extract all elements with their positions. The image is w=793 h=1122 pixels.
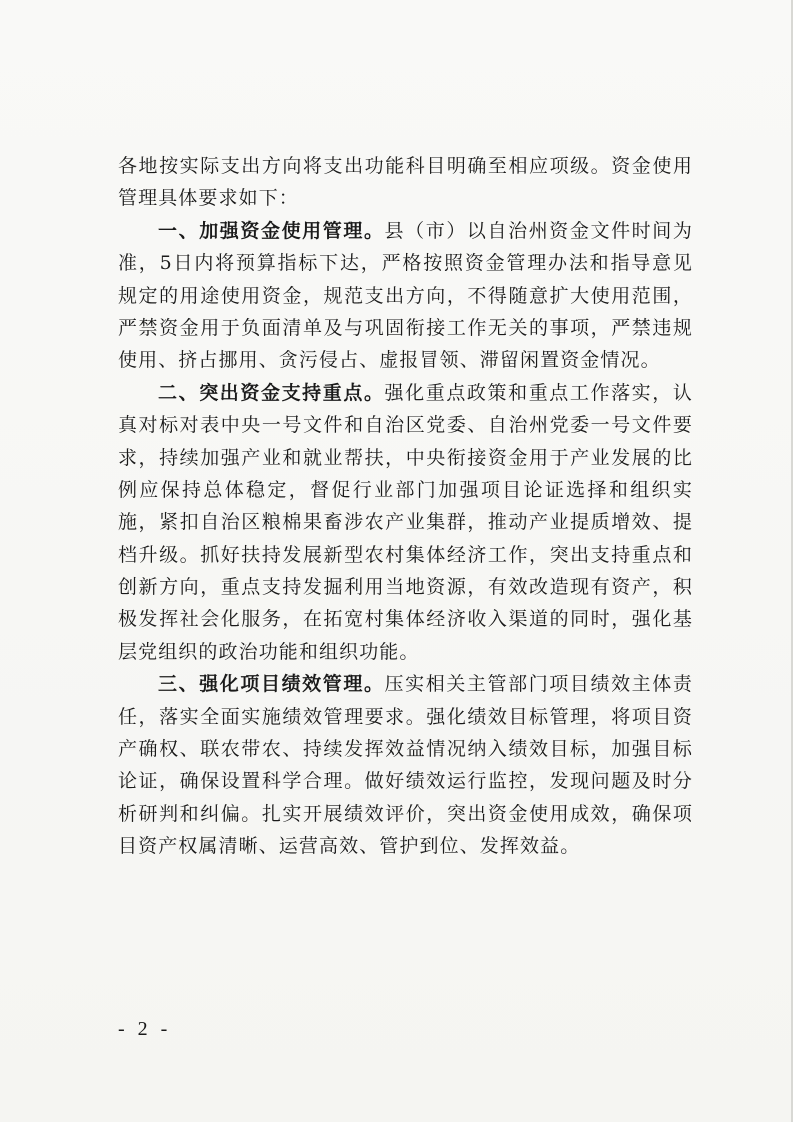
text-fragment: 压实相关主管部门项目绩效主体责 bbox=[384, 673, 693, 696]
text-line: 使用、挤占挪用、贪污侵占、虚报冒领、滞留闲置资金情况。 bbox=[118, 349, 661, 372]
text-line: 管理具体要求如下： bbox=[118, 187, 299, 210]
paragraph-intro bbox=[118, 150, 693, 215]
document-body bbox=[118, 150, 693, 863]
section-heading: 三、强化项目绩效管理。 bbox=[158, 673, 385, 696]
text-line bbox=[118, 377, 693, 409]
text-line: 规定的用途使用资金，规范支出方向，不得随意扩大使用范围， bbox=[118, 284, 693, 307]
paragraph-section-1 bbox=[118, 215, 693, 377]
text-line: 论证，确保设置科学合理。做好绩效运行监控，发现问题及时分 bbox=[118, 770, 693, 793]
text-line: 档升级。抓好扶持发展新型农村集体经济工作，突出支持重点和 bbox=[118, 543, 693, 566]
text-line: 析研判和纠偏。扎实开展绩效评价，突出资金使用成效，确保项 bbox=[118, 802, 693, 825]
text-fragment: 县（市）以自治州资金文件时间为 bbox=[384, 219, 693, 242]
text-line: 产确权、联农带农、持续发挥效益情况纳入绩效目标，加强目标 bbox=[118, 738, 693, 761]
text-line: 目资产权属清晰、运营高效、管护到位、发挥效益。 bbox=[118, 835, 581, 858]
section-heading: 二、突出资金支持重点。 bbox=[158, 381, 385, 404]
text-line: 求，持续加强产业和就业帮扶，中央衔接资金用于产业发展的比 bbox=[118, 446, 693, 469]
text-line: 施，紧扣自治区粮棉果畜涉农产业集群，推动产业提质增效、提 bbox=[118, 511, 693, 534]
text-line: 极发挥社会化服务，在拓宽村集体经济收入渠道的同时，强化基 bbox=[118, 608, 693, 631]
text-line: 创新方向，重点支持发掘利用当地资源，有效改造现有资产，积 bbox=[118, 576, 693, 599]
page-number: - 2 - bbox=[118, 1018, 172, 1040]
text-line: 各地按实际支出方向将支出功能科目明确至相应项级。资金使用 bbox=[118, 155, 693, 177]
text-line bbox=[118, 668, 693, 700]
text-line: 层党组织的政治功能和组织功能。 bbox=[118, 640, 420, 663]
text-line: 真对标对表中央一号文件和自治区党委、自治州党委一号文件要 bbox=[118, 414, 693, 437]
text-line: 例应保持总体稳定，督促行业部门加强项目论证选择和组织实 bbox=[118, 478, 693, 501]
text-line: 任，落实全面实施绩效管理要求。强化绩效目标管理，将项目资 bbox=[118, 705, 693, 728]
text-line bbox=[118, 215, 693, 247]
text-fragment: 强化重点政策和重点工作落实，认 bbox=[384, 381, 693, 404]
section-heading: 一、加强资金使用管理。 bbox=[158, 219, 385, 242]
paragraph-section-2 bbox=[118, 377, 693, 669]
text-line: 准，5日内将预算指标下达，严格按照资金管理办法和指导意见 bbox=[118, 252, 693, 275]
paragraph-section-3 bbox=[118, 668, 693, 862]
text-line: 严禁资金用于负面清单及与巩固衔接工作无关的事项，严禁违规 bbox=[118, 316, 693, 339]
